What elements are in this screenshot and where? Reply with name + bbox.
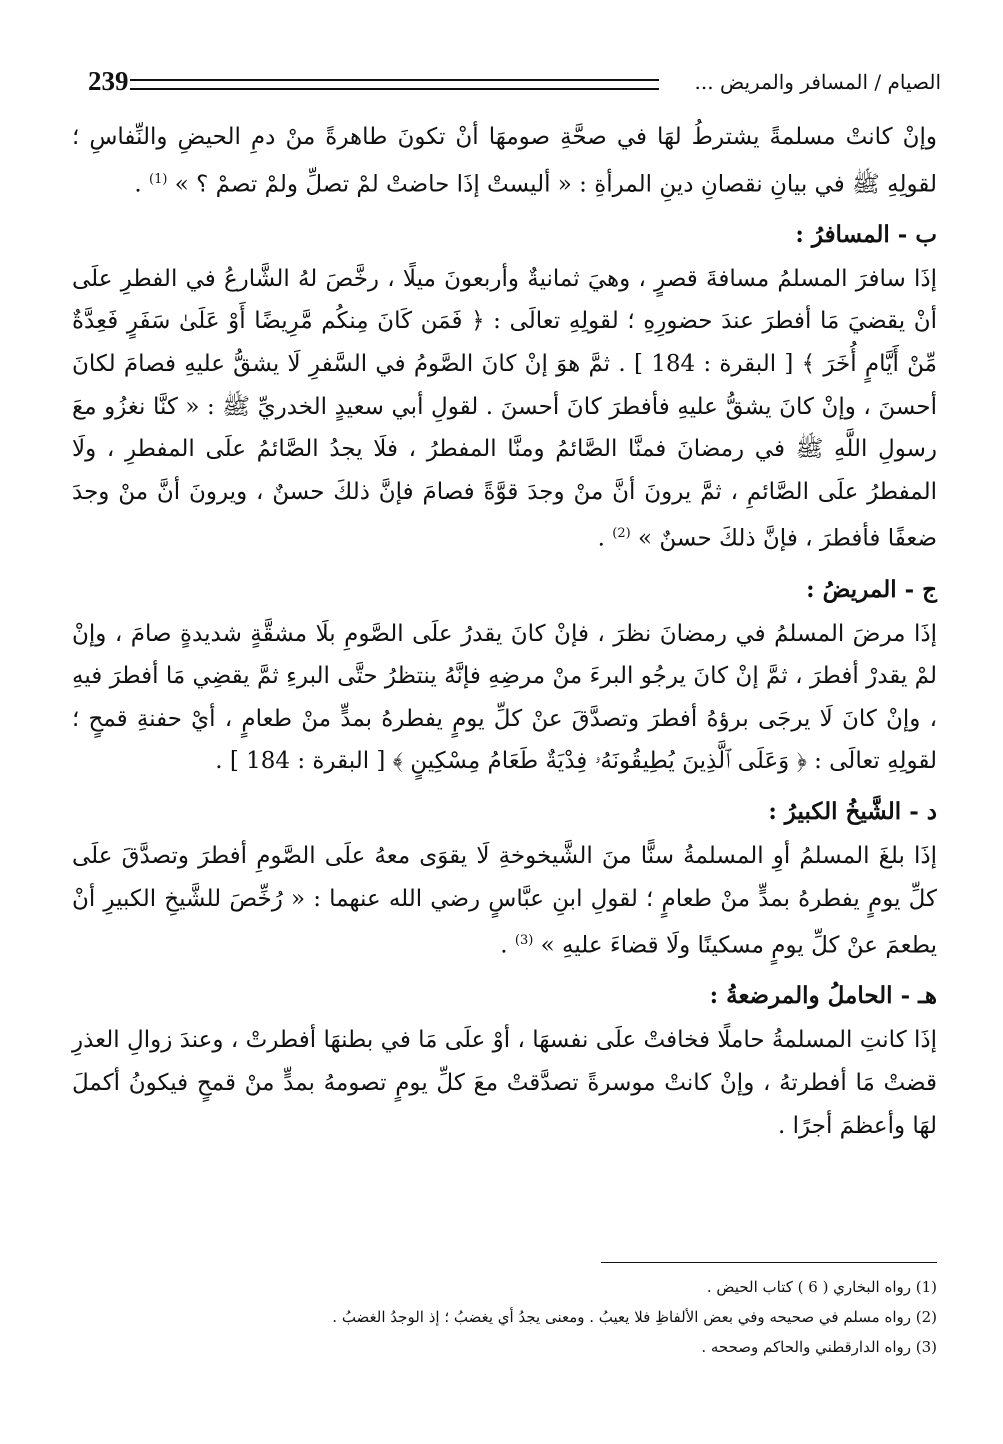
page-number: 239 (88, 66, 129, 96)
main-text (72, 116, 937, 1147)
paragraph-elderly-text: إذَا بلغَ المسلمُ أوِ المسلمةُ سنًّا منَ الشَّيخوخةِ لَا يقوَى معهُ علَى الصَّومِ أفطرَ وتصدَّقَ علَى كلِّ يومٍ يفطرهُ بمدٍّ منْ طعامٍ ؛ لقولِ ابنِ عبَّاسٍ رضي الله عنهما : « رُخِّصَ للشَّيخِ الكبيرِ أنْ يطعمَ عنْ كلِّ يومٍ مسكينًا ولَا قضاءَ عليهِ » (72, 843, 937, 959)
section-heading-traveler (72, 212, 937, 258)
paragraph-sick: إذَا مرضَ المسلمُ في رمضانَ نظرَ ، فإنْ كانَ يقدرُ علَى الصَّومِ بلَا مشقَّةٍ شديدةٍ صامَ ، وإنْ لمْ يقدرْ أفطرَ ، ثمَّ إنْ كانَ يرجُو البرءَ منْ مرضِهِ فإنَّهُ ينتظرُ حتَّى البرءِ ثمَّ يقضِي مَا أفطرَ فيهِ ، وإنْ كانَ لَا يرجَى برؤهُ أفطرَ وتصدَّقَ عنْ كلِّ يومٍ يفطرهُ بمدٍّ منْ طعامٍ ، أيْ حفنةِ قمحٍ ؛ لقولِهِ تعالَى : ﴿ وَعَلَى ٱلَّذِينَ يُطِيقُونَهُۥ فِدْيَةٌ طَعَامُ مِسْكِينٍ ﴾ [ البقرة : 184 ] . (72, 620, 937, 775)
section-heading-pregnant (72, 973, 937, 1019)
footnotes (72, 1272, 937, 1362)
paragraph-traveler-text: إذَا سافرَ المسلمُ مسافةَ قصرٍ ، وهيَ ثمانيةٌ وأربعونَ ميلًا ، رخَّصَ لهُ الشَّارعُ في الفطرِ علَى أنْ يقضيَ مَا أفطرَ عندَ حضورِهِ ؛ لقولِهِ تعالَى : ﴿ فَمَن كَانَ مِنكُم مَّرِيضًا أَوْ عَلَىٰ سَفَرٍ فَعِدَّةٌ مِّنْ أَيَّامٍ أُخَرَ ﴾ [ البقرة : 184 ] . ثمَّ هوَ إنْ كانَ الصَّومُ في السَّفرِ لَا يشقُّ عليهِ فصامَ لكانَ أحسنَ ، وإنْ كانَ يشقُّ عليهِ فأفطرَ كانَ أحسنَ . لقولِ أبي سعيدٍ الخدريِّ ﷺ : « كنَّا نغزُو معَ رسولِ اللَّهِ ﷺ في رمضانَ فمنَّا الصَّائمُ ومنَّا المفطرُ ، فلَا يجدُ الصَّائمُ علَى المفطرِ ، ولَا المفطرُ علَى الصَّائمِ ، ثمَّ يرونَ أنَّ منْ وجدَ قوَّةً فصامَ فإنَّ ذلكَ حسنٌ ، ويرونَ أنَّ منْ وجدَ ضعفًا فأفطرَ ، فإنَّ ذلكَ حسنٌ » (72, 265, 937, 553)
paragraph-intro-text: وإنْ كانتْ مسلمةً يشترطُ لهَا في صحَّةِ صومهَا أنْ تكونَ طاهرةً منْ دمِ الحيضِ والنِّفاسِ ؛ لقولِهِ ﷺ في بيانِ نقصانِ دينِ المرأةِ : « أليستْ إذَا حاضتْ لمْ تصلِّ ولمْ تصمْ ؟ » (72, 124, 937, 198)
footnote-ref-1: (1) (148, 171, 168, 187)
running-title: الصيام / المسافر والمريض ... (694, 70, 941, 94)
footnote-3: (3) رواه الدارقطني والحاكم وصححه . (701, 1338, 937, 1356)
heading-sick-text: ج - المريضُ : (806, 575, 937, 603)
heading-elderly-text: د - الشَّيخُ الكبيرُ : (768, 798, 937, 826)
paragraph-elderly: إذَا بلغَ المسلمُ أوِ المسلمةُ سنًّا منَ الشَّيخوخةِ لَا يقوَى معهُ علَى الصَّومِ أفطرَ وتصدَّقَ علَى كلِّ يومٍ يفطرهُ بمدٍّ منْ طعامٍ ؛ لقولِ ابنِ عبَّاسٍ رضي الله عنهما : « رُخِّصَ للشَّيخِ الكبيرِ أنْ يطعمَ عنْ كلِّ يومٍ مسكينًا ولَا قضاءَ عليهِ » $^{(3)}$ . (72, 843, 937, 959)
footnote-ref-3: (3) (514, 933, 534, 949)
paragraph-pregnant: إذَا كانتِ المسلمةُ حاملًا فخافتْ علَى نفسهَا ، أوْ علَى مَا في بطنهَا أفطرتْ ، وعندَ زوالِ العذرِ قضتْ مَا أفطرتهُ ، وإنْ كانتْ موسرةً تصدَّقتْ معَ كلِّ يومٍ تصومهُ بمدٍّ منْ قمحٍ فيكونُ أكملَ لهَا وأعظمَ أجرًا . (72, 1027, 937, 1139)
paragraph-traveler: إذَا سافرَ المسلمُ مسافةَ قصرٍ ، وهيَ ثمانيةٌ وأربعونَ ميلًا ، رخَّصَ لهُ الشَّارعُ في الفطرِ علَى أنْ يقضيَ مَا أفطرَ عندَ حضورِهِ ؛ لقولِهِ تعالَى : ﴿ فَمَن كَانَ مِنكُم مَّرِيضًا أَوْ عَلَىٰ سَفَرٍ فَعِدَّةٌ مِّنْ أَيَّامٍ أُخَرَ ﴾ [ البقرة : 184 ] . ثمَّ هوَ إنْ كانَ الصَّومُ في السَّفرِ لَا يشقُّ عليهِ فصامَ لكانَ أحسنَ ، وإنْ كانَ يشقُّ عليهِ فأفطرَ كانَ أحسنَ . لقولِ أبي سعيدٍ الخدريِّ ﷺ : « كنَّا نغزُو معَ رسولِ اللَّهِ ﷺ في رمضانَ فمنَّا الصَّائمُ ومنَّا المفطرُ ، فلَا يجدُ الصَّائمُ علَى المفطرِ ، ولَا المفطرُ علَى الصَّائمِ ، ثمَّ يرونَ أنَّ منْ وجدَ قوَّةً فصامَ فإنَّ ذلكَ حسنٌ ، ويرونَ أنَّ منْ وجدَ ضعفًا فأفطرَ ، فإنَّ ذلكَ حسنٌ » $^{(2)}$ . (72, 265, 937, 553)
running-header (88, 62, 941, 108)
footnote-ref-2: (2) (612, 526, 631, 542)
footnote-2: (2) رواه مسلم في صحيحه وفي بعض الألفاظِ فلا يعيبُ . ومعنى يجدُ أي يغضبُ ؛ إذ الوجدُ الغضبُ . (332, 1308, 937, 1326)
footnote-separator (601, 1262, 937, 1263)
heading-traveler-text: ب - المسافرُ : (795, 220, 937, 248)
paragraph-intro: وإنْ كانتْ مسلمةً يشترطُ لهَا في صحَّةِ صومهَا أنْ تكونَ طاهرةً منْ دمِ الحيضِ والنِّفاسِ ؛ لقولِهِ ﷺ في بيانِ نقصانِ دينِ المرأةِ : « أليستْ إذَا حاضتْ لمْ تصلِّ ولمْ تصمْ ؟ » $^{(1)}$ . (72, 124, 937, 198)
header-double-rule (130, 79, 659, 90)
heading-pregnant-text: هـ - الحاملُ والمرضعةُ : (709, 982, 937, 1010)
section-heading-sick (72, 567, 937, 613)
footnote-1: (1) رواه البخاري ( 6 ) كتاب الحيض . (706, 1278, 937, 1296)
section-heading-elderly (72, 789, 937, 835)
